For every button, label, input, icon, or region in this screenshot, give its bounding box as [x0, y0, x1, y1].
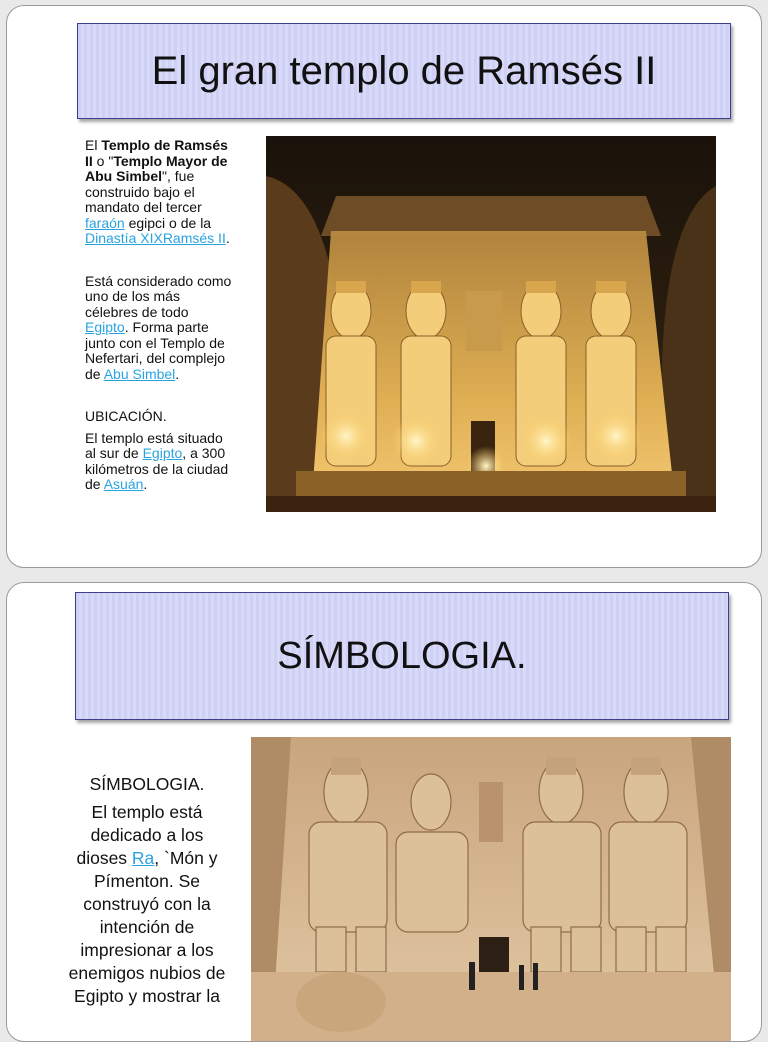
fame-text-3: .	[175, 365, 180, 382]
intro-text-4: egipci o de la	[124, 214, 212, 231]
simbologia-text-2: , `Món y Pímenton. Se construyó con la intención de impresionar a los enemigos nubios de Egipto y mostrar la	[68, 848, 226, 1006]
slide-2-title-text: SÍMBOLOGIA.	[277, 634, 527, 677]
ubicacion-text-1: El templo está situado al sur de	[85, 429, 223, 461]
intro-bold-abu-simbel: Templo Mayor de Abu Simbel	[85, 152, 228, 184]
link-asuan[interactable]: Asuán	[103, 476, 144, 492]
intro-text-3: ", fue construido bajo el mandato del tercer	[85, 168, 202, 215]
ubicacion-text-2: , a 300 kilómetros de la ciudad de	[85, 445, 229, 492]
temple-day-photo	[251, 737, 731, 1042]
ubicacion-paragraph	[85, 431, 235, 493]
fame-text-2: . Forma parte junto con el Templo de Nefertari, del complejo de	[85, 319, 226, 382]
slide-2-text-column	[67, 773, 227, 1013]
fame-paragraph	[85, 274, 235, 383]
intro-bold-temple: Templo de Ramsés II	[85, 137, 228, 169]
slide-2-title	[75, 592, 729, 720]
slide-1-text-column	[85, 138, 235, 520]
fame-text-1: Está considerado como uno de los más célebres de todo	[85, 272, 232, 320]
ubicacion-text-3: .	[143, 476, 148, 492]
intro-text-2: o "	[92, 152, 114, 169]
slide-1-title-text: El gran templo de Ramsés II	[151, 48, 657, 93]
intro-paragraph	[85, 138, 235, 247]
simbologia-text-1: El templo está dedicado a los dioses	[76, 802, 204, 868]
link-faraon[interactable]: faraón	[85, 214, 125, 231]
slide-2	[6, 582, 762, 1042]
link-egipto-2[interactable]: Egipto	[142, 445, 183, 461]
link-abu-simbel[interactable]: Abu Simbel	[103, 365, 176, 382]
intro-text-5: .	[225, 230, 230, 246]
temple-night-photo	[266, 136, 716, 512]
link-ra[interactable]: Ra	[131, 848, 155, 868]
link-dinastia[interactable]: Dinastía XIXRamsés II	[85, 230, 226, 246]
intro-text-1: El	[85, 137, 102, 153]
slide-1-title	[77, 23, 731, 119]
simbologia-paragraph	[67, 801, 227, 1008]
slide-1	[6, 5, 762, 568]
link-egipto[interactable]: Egipto	[85, 319, 125, 335]
ubicacion-heading: UBICACIÓN.	[85, 408, 167, 424]
simbologia-heading: SÍMBOLOGIA.	[89, 774, 205, 794]
